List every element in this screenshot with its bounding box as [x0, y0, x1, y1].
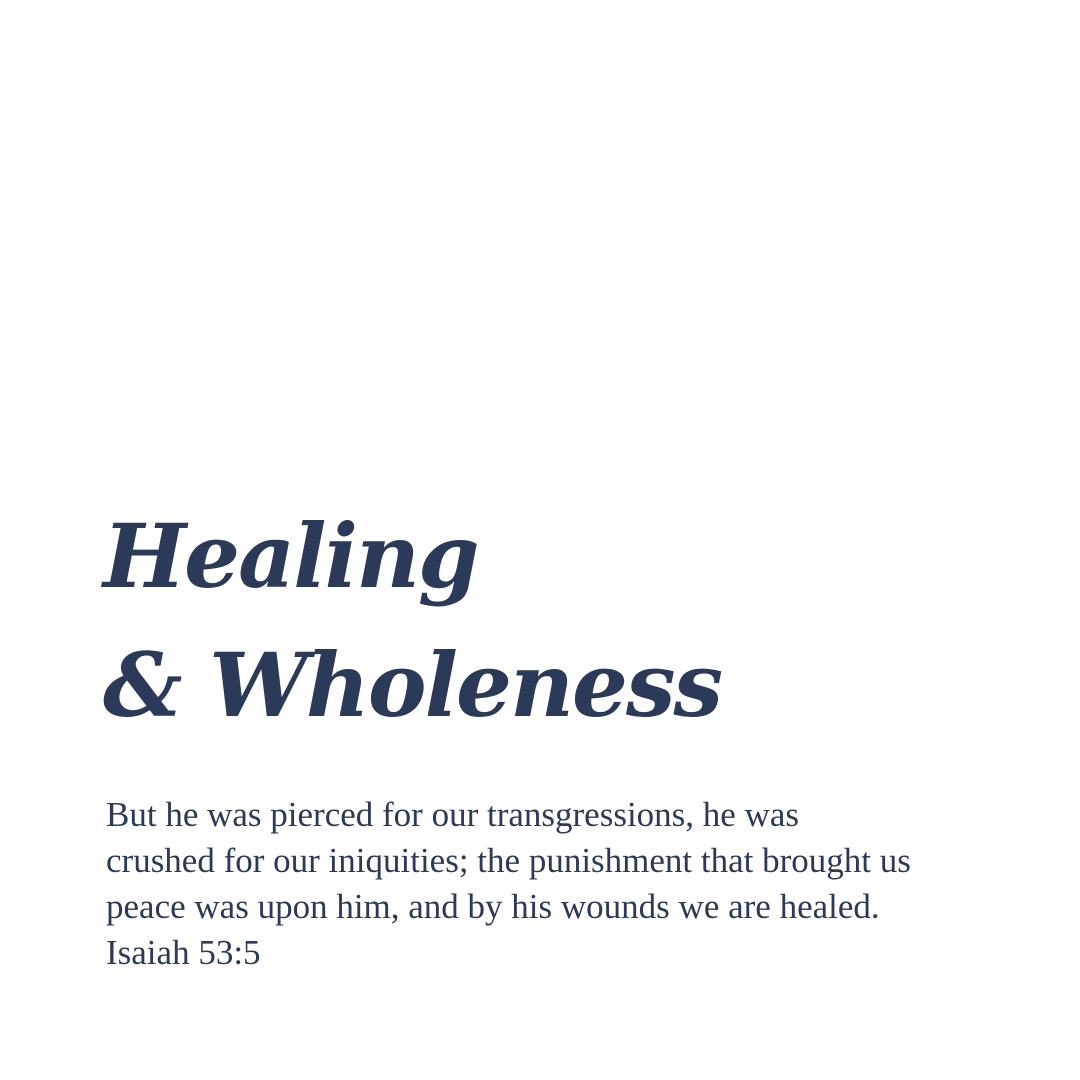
title-line-1: Healing	[103, 504, 478, 608]
poster-title	[103, 492, 721, 751]
verse-paragraph	[106, 792, 916, 976]
verse-text: But he was pierced for our transgressions, he was crushed for our iniquities; the punishment that brought us peace was upon him, and by his wounds we are healed.	[106, 795, 911, 926]
title-line-2: & Wholeness	[103, 633, 722, 738]
verse-reference: Isaiah 53:5	[106, 933, 261, 972]
